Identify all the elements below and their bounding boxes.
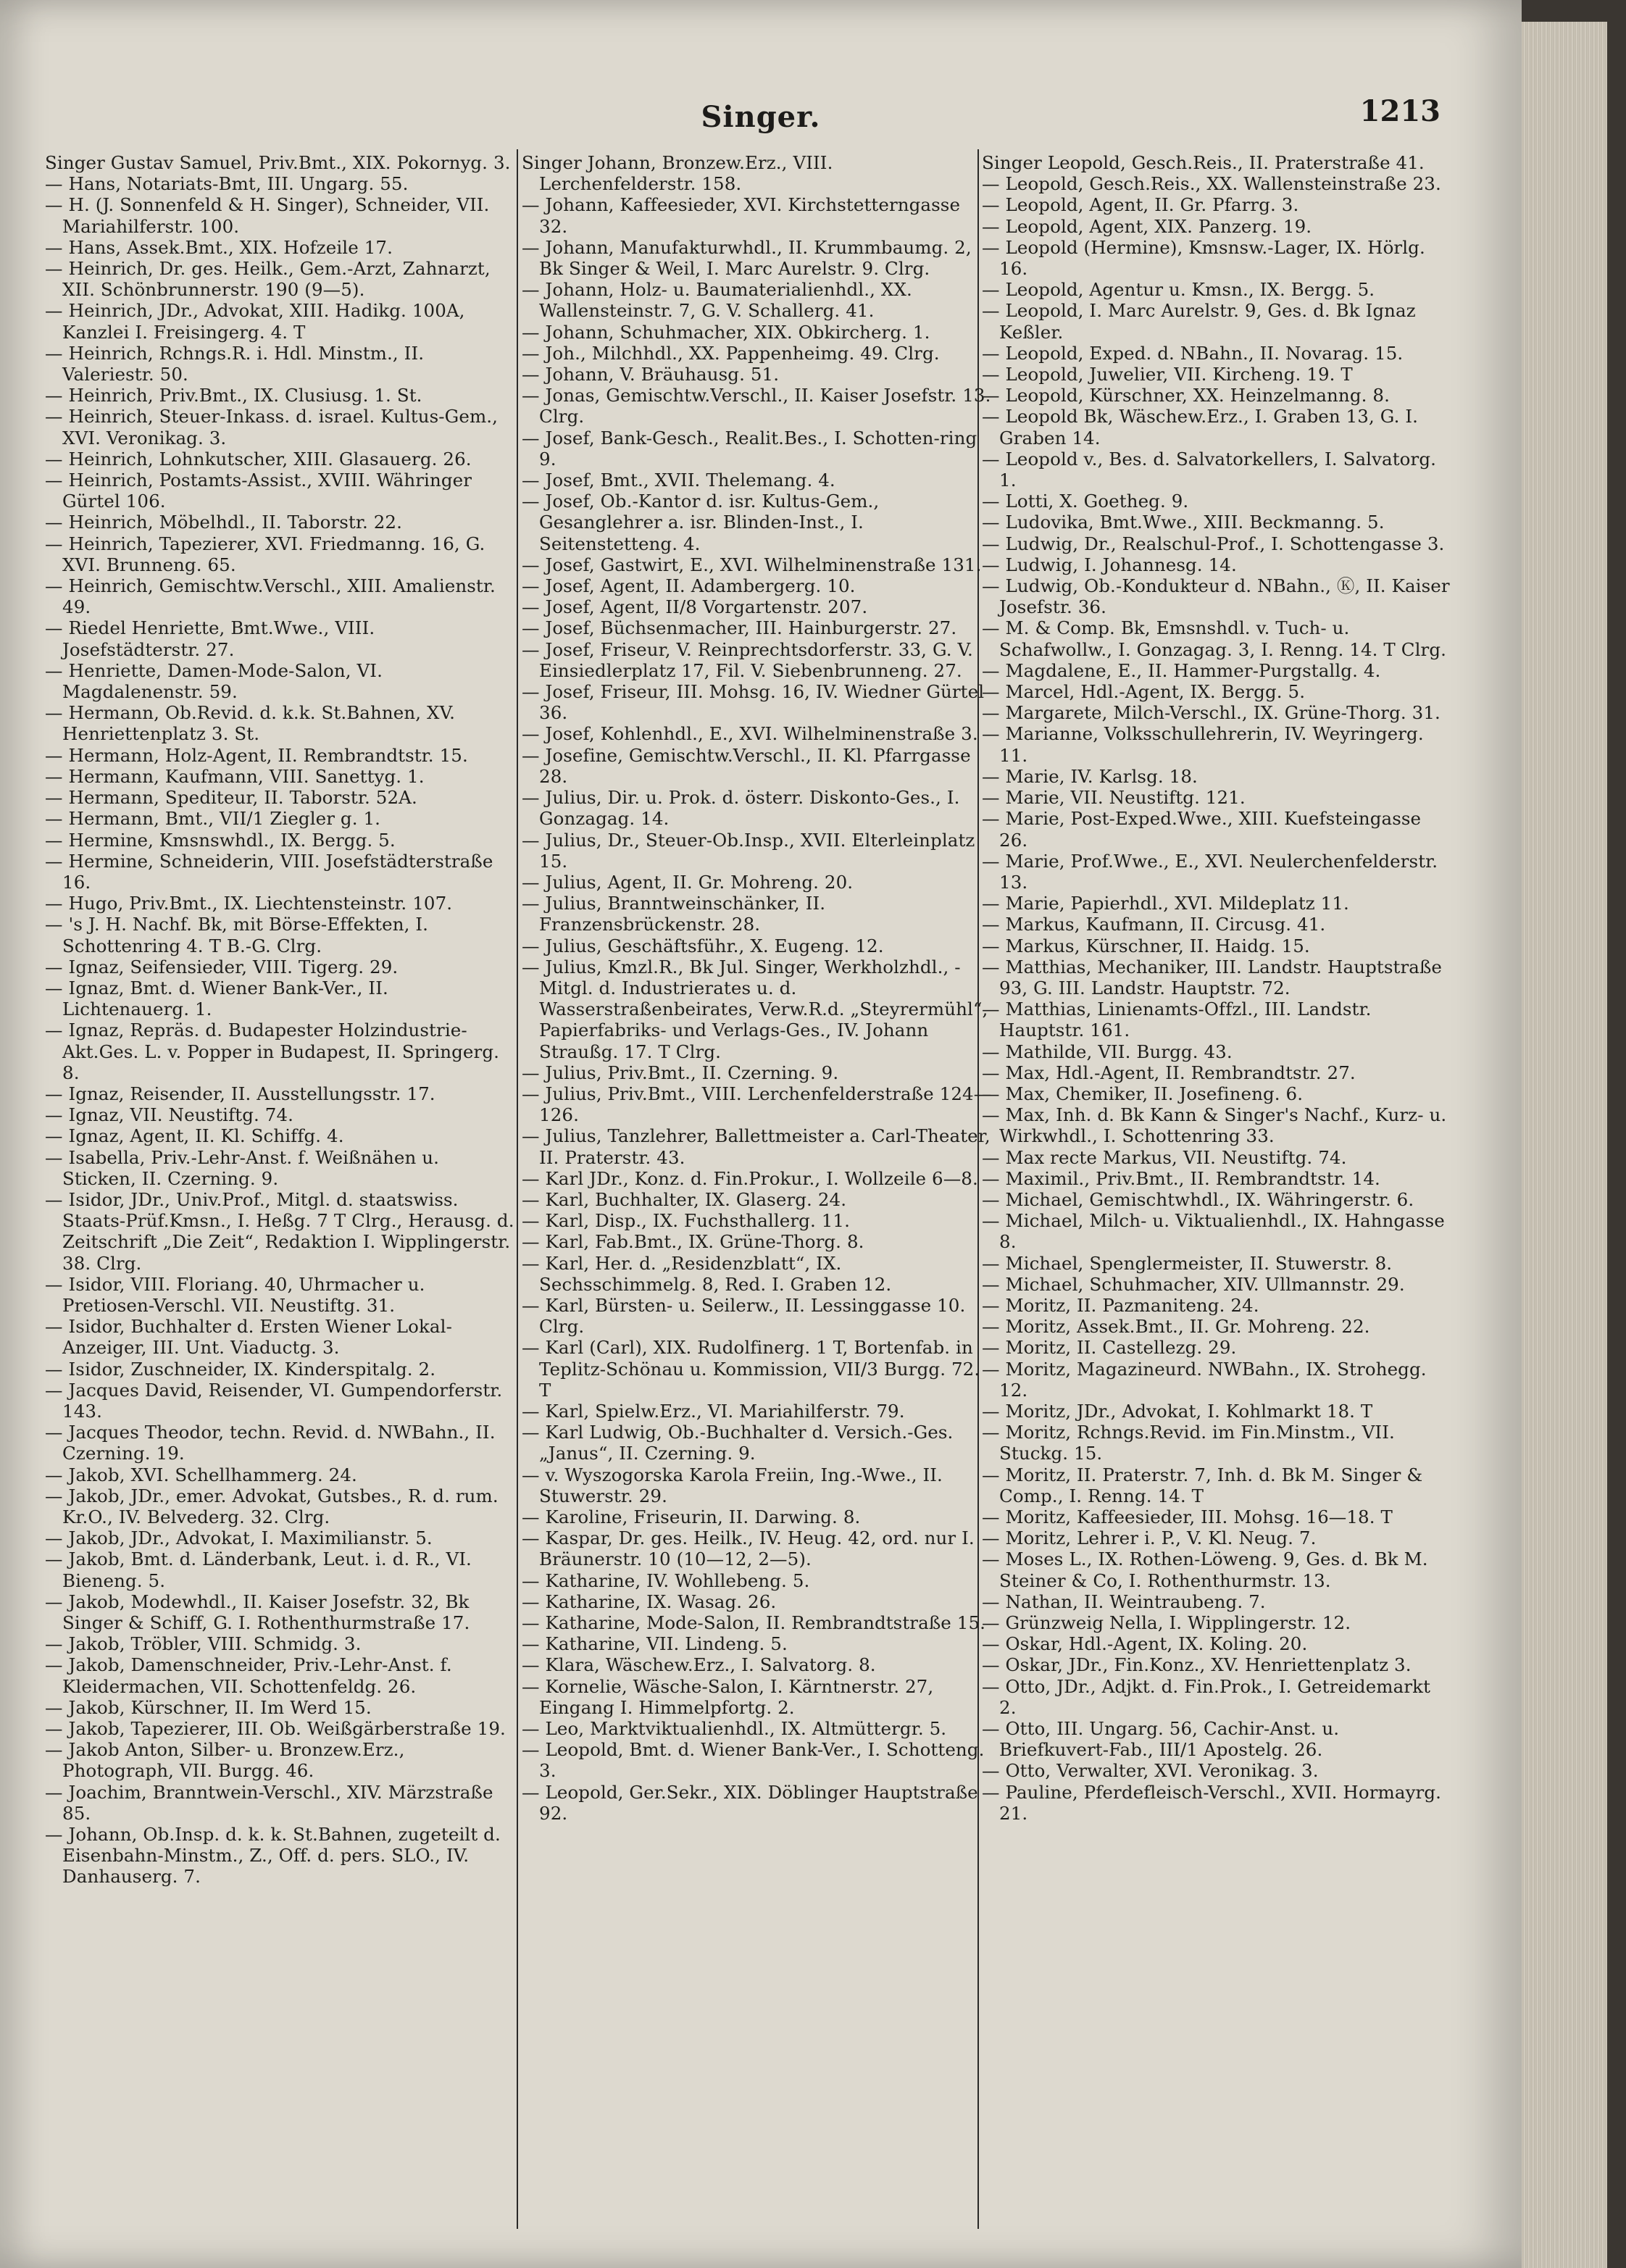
directory-entry: — Heinrich, Dr. ges. Heilk., Gem.-Arzt, Zahnarzt, XII. Schönbrunnerstr. 190 (9—5). — [45, 258, 491, 301]
directory-entry: — Lotti, X. Goetheg. 9. — [982, 491, 1189, 512]
directory-entry: — Isidor, VIII. Floriang. 40, Uhrmacher u. Pretiosen-Verschl. VII. Neustiftg. 31. — [45, 1273, 425, 1316]
directory-entry: — Ludwig, Ob.-Kondukteur d. NBahn., Ⓚ, II. Kaiser Josefstr. 36. — [982, 575, 1450, 618]
directory-entry: — Jacques Theodor, techn. Revid. d. NWBahn., II. Czerning. 19. — [45, 1422, 496, 1464]
directory-entry: — Marie, Papierhdl., XVI. Mildeplatz 11. — [982, 893, 1349, 914]
directory-entry: — Karl, Fab.Bmt., IX. Grüne-Thorg. 8. — [522, 1231, 864, 1253]
directory-entry: — Joh., Milchhdl., XX. Pappenheimg. 49. Clrg. — [522, 342, 940, 364]
directory-entry: — Oskar, JDr., Fin.Konz., XV. Henriettenplatz 3. — [982, 1654, 1412, 1676]
directory-entry: — Karl (Carl), XIX. Rudolfinerg. 1 T, Bortenfab. in Teplitz-Schönau u. Kommission, VII/3 Burgg. 72. T — [522, 1337, 980, 1401]
directory-entry: — Oskar, Hdl.-Agent, IX. Koling. 20. — [982, 1633, 1308, 1655]
directory-entry: — Karl JDr., Konz. d. Fin.Prokur., I. Wollzeile 6—8. — [522, 1167, 978, 1189]
directory-column-1 — [45, 152, 516, 2254]
directory-entry: — Katharine, IX. Wasag. 26. — [522, 1590, 777, 1612]
directory-entry: — M. & Comp. Bk, Emsnshdl. v. Tuch- u. Schafwollw., I. Gonzagag. 3, I. Renng. 14. T Clrg. — [982, 617, 1447, 660]
directory-entry: — Julius, Geschäftsführ., X. Eugeng. 12. — [522, 935, 884, 956]
directory-entry: — Max recte Markus, VII. Neustiftg. 74. — [982, 1146, 1347, 1168]
directory-entry: — Leopold, Agent, XIX. Panzerg. 19. — [982, 215, 1312, 237]
directory-entry: — Ignaz, Repräs. d. Budapester Holzindustrie-Akt.Ges. L. v. Popper in Budapest, II. Springerg. 8. — [45, 1020, 499, 1083]
directory-entry: — Julius, Agent, II. Gr. Mohreng. 20. — [522, 871, 854, 893]
directory-entry: Singer Gustav Samuel, Priv.Bmt., XIX. Pokornyg. 3. — [45, 152, 511, 173]
directory-entry: — Kornelie, Wäsche-Salon, I. Kärntnerstr. 27, Eingang I. Himmelpfortg. 2. — [522, 1675, 934, 1718]
directory-entry: — v. Wyszogorska Karola Freiin, Ing.-Wwe., II. Stuwerstr. 29. — [522, 1464, 943, 1506]
directory-entry: — Heinrich, Steuer-Inkass. d. israel. Kultus-Gem., XVI. Veronikag. 3. — [45, 406, 499, 449]
directory-entry: Singer Leopold, Gesch.Reis., II. Praterstraße 41. — [982, 152, 1425, 173]
directory-entry: — Matthias, Linienamts-Offzl., III. Landstr. Hauptstr. 161. — [982, 998, 1372, 1041]
directory-entry: — Jakob, Kürschner, II. Im Werd 15. — [45, 1696, 372, 1718]
directory-entry: — Jonas, Gemischtw.Verschl., II. Kaiser Josefstr. 13. Clrg. — [522, 385, 991, 428]
directory-entry: — Heinrich, Priv.Bmt., IX. Clusiusg. 1. St. — [45, 385, 422, 407]
directory-entry: — Michael, Gemischtwhdl., IX. Währingerstr. 6. — [982, 1188, 1414, 1210]
directory-entry: — Max, Chemiker, II. Josefineng. 6. — [982, 1083, 1304, 1104]
directory-entry: — Nathan, II. Weintraubeng. 7. — [982, 1590, 1266, 1612]
directory-entry: — Johann, Ob.Insp. d. k. k. St.Bahnen, zugeteilt d. Eisenbahn-Minstm., Z., Off. d. pers. SLO., IV. Danhauserg. 7. — [45, 1824, 501, 1888]
directory-entry: — Katharine, VII. Lindeng. 5. — [522, 1633, 788, 1655]
directory-entry: — Grünzweig Nella, I. Wipplingerstr. 12. — [982, 1612, 1351, 1634]
directory-entry: — Leopold, Ger.Sekr., XIX. Döblinger Hauptstraße 92. — [522, 1781, 978, 1824]
directory-entry: — Karl Ludwig, Ob.-Buchhalter d. Versich.-Ges. „Janus“, II. Czerning. 9. — [522, 1422, 954, 1464]
directory-entry: — Moritz, JDr., Advokat, I. Kohlmarkt 18. T — [982, 1400, 1373, 1422]
directory-entry: — Johann, Kaffeesieder, XVI. Kirchstetterngasse 32. — [522, 194, 961, 237]
directory-entry: — Josef, Bmt., XVII. Thelemang. 4. — [522, 470, 835, 491]
directory-entry: — Max, Hdl.-Agent, II. Rembrandtstr. 27. — [982, 1062, 1356, 1083]
directory-entry: — Josef, Agent, II. Adambergerg. 10. — [522, 575, 856, 597]
directory-entry: — H. (J. Sonnenfeld & H. Singer), Schneider, VII. Mariahilferstr. 100. — [45, 194, 490, 237]
directory-entry: — Ignaz, Bmt. d. Wiener Bank-Ver., II. Lichtenauerg. 1. — [45, 977, 388, 1020]
directory-entry: — Hans, Notariats-Bmt, III. Ungarg. 55. — [45, 173, 409, 195]
directory-entry: — Isidor, Buchhalter d. Ersten Wiener Lokal-Anzeiger, III. Unt. Viaductg. 3. — [45, 1316, 452, 1359]
directory-entry: — Mathilde, VII. Burgg. 43. — [982, 1041, 1233, 1062]
directory-entry: — Marie, Post-Exped.Wwe., XIII. Kuefsteingasse 26. — [982, 808, 1422, 851]
directory-entry: — Ludwig, I. Johannesg. 14. — [982, 554, 1237, 575]
directory-entry: — Julius, Priv.Bmt., VIII. Lerchenfelderstraße 124—126. — [522, 1083, 992, 1126]
directory-entry: — Moritz, II. Pazmaniteng. 24. — [982, 1294, 1259, 1316]
directory-entry: — Karl, Spielw.Erz., VI. Mariahilferstr. 79. — [522, 1400, 905, 1422]
directory-entry: — Josef, Friseur, V. Reinprechtsdorferstr. 33, G. V. Einsiedlerplatz 17, Fil. V. Siebenbrunneng. 27. — [522, 638, 973, 681]
directory-entry: Singer Johann, Bronzew.Erz., VIII. Lerchenfelderstr. 158. — [522, 152, 833, 195]
directory-entry: — Josefine, Gemischtw.Verschl., II. Kl. Pfarrgasse 28. — [522, 744, 971, 787]
directory-column-3 — [982, 152, 1453, 2254]
directory-entry: — Jakob, JDr., emer. Advokat, Gutsbes., R. d. rum. Kr.O., IV. Belvederg. 32. Clrg. — [45, 1485, 499, 1527]
directory-entry: — Magdalene, E., II. Hammer-Purgstallg. 4. — [982, 659, 1381, 681]
directory-entry: — Josef, Agent, II/8 Vorgartenstr. 207. — [522, 596, 868, 618]
directory-entry: — Johann, V. Bräuhausg. 51. — [522, 364, 780, 385]
directory-entry: — Ignaz, Seifensieder, VIII. Tigerg. 29. — [45, 956, 399, 977]
directory-entry: — Katharine, IV. Wohllebeng. 5. — [522, 1569, 810, 1591]
page-number: 1213 — [1359, 94, 1441, 128]
directory-entry: — Leopold, Agent, II. Gr. Pfarrg. 3. — [982, 194, 1299, 216]
directory-entry: — Marianne, Volksschullehrerin, IV. Weyringerg. 11. — [982, 723, 1424, 766]
directory-entry: — Matthias, Mechaniker, III. Landstr. Hauptstraße 93, G. III. Landstr. Hauptstr. 72. — [982, 956, 1443, 998]
directory-entry: — Julius, Dr., Steuer-Ob.Insp., XVII. Elterleinplatz 15. — [522, 829, 975, 872]
directory-entry: — Henriette, Damen-Mode-Salon, VI. Magdalenenstr. 59. — [45, 659, 383, 703]
directory-entry: — Max, Inh. d. Bk Kann & Singer's Nachf., Kurz- u. Wirkwhdl., I. Schottenring 33. — [982, 1104, 1447, 1147]
directory-entry: — Moritz, Rchngs.Revid. im Fin.Minstm., VII. Stuckg. 15. — [982, 1422, 1395, 1464]
directory-entry: — Heinrich, Rchngs.R. i. Hdl. Minstm., II. Valeriestr. 50. — [45, 342, 425, 385]
directory-entry: — Josef, Büchsenmacher, III. Hainburgerstr. 27. — [522, 617, 957, 639]
directory-entry: — Michael, Spenglermeister, II. Stuwerstr. 8. — [982, 1252, 1393, 1274]
directory-entry: — Margarete, Milch-Verschl., IX. Grüne-Thorg. 31. — [982, 702, 1441, 724]
directory-entry: — Hugo, Priv.Bmt., IX. Liechtensteinstr. 107. — [45, 893, 453, 914]
directory-entry: — Jacques David, Reisender, VI. Gumpendorferstr. 143. — [45, 1379, 503, 1422]
directory-entry: — Leopold, Gesch.Reis., XX. Wallensteinstraße 23. — [982, 173, 1441, 195]
directory-entry: — Markus, Kürschner, II. Haidg. 15. — [982, 935, 1310, 956]
directory-entry: — Leo, Marktviktualienhdl., IX. Altmüttergr. 5. — [522, 1718, 947, 1740]
directory-entry: — Leopold, I. Marc Aurelstr. 9, Ges. d. Bk Ignaz Keßler. — [982, 300, 1416, 343]
directory-entry: — 's J. H. Nachf. Bk, mit Börse-Effekten, I. Schottenring 4. T B.-G. Clrg. — [45, 914, 429, 956]
directory-entry: — Marie, Prof.Wwe., E., XVI. Neulerchenfelderstr. 13. — [982, 850, 1438, 893]
directory-entry: — Heinrich, Gemischtw.Verschl., XIII. Amalienstr. 49. — [45, 575, 496, 618]
directory-entry: — Karoline, Friseurin, II. Darwing. 8. — [522, 1506, 861, 1527]
directory-entry: — Michael, Milch- u. Viktualienhdl., IX. Hahngasse 8. — [982, 1210, 1445, 1253]
directory-entry: — Julius, Dir. u. Prok. d. österr. Diskonto-Ges., I. Gonzagag. 14. — [522, 787, 960, 830]
directory-entry: — Marie, VII. Neustiftg. 121. — [982, 787, 1246, 809]
directory-entry: — Moses L., IX. Rothen-Löweng. 9, Ges. d. Bk M. Steiner & Co, I. Rothenthurmstr. 13. — [982, 1548, 1428, 1591]
directory-entry: — Jakob Anton, Silber- u. Bronzew.Erz., Photograph, VII. Burgg. 46. — [45, 1739, 405, 1782]
directory-entry: — Katharine, Mode-Salon, II. Rembrandtstraße 15. — [522, 1612, 986, 1634]
directory-entry: — Jakob, Bmt. d. Länderbank, Leut. i. d. R., VI. Bieneng. 5. — [45, 1548, 472, 1591]
directory-entry: — Riedel Henriette, Bmt.Wwe., VIII. Josefstädterstr. 27. — [45, 617, 375, 660]
directory-entry: — Isabella, Priv.-Lehr-Anst. f. Weißnähen u. Sticken, II. Czerning. 9. — [45, 1146, 440, 1189]
directory-entry: — Markus, Kaufmann, II. Circusg. 41. — [982, 914, 1326, 935]
directory-entry: — Isidor, JDr., Univ.Prof., Mitgl. d. staatswiss. Staats-Prüf.Kmsn., I. Heßg. 7 T Clrg., Herausg. d. Zeitschrift „Die Zeit“, Redaktion I. Wipplingerstr. 38. Clrg. — [45, 1188, 514, 1274]
directory-column-2 — [522, 152, 993, 2254]
directory-entry: — Marie, IV. Karlsg. 18. — [982, 765, 1198, 787]
directory-entry: — Karl, Her. d. „Residenzblatt“, IX. Sechsschimmelg. 8, Red. I. Graben 12. — [522, 1252, 892, 1295]
directory-entry: — Leopold v., Bes. d. Salvatorkellers, I. Salvatorg. 1. — [982, 448, 1437, 491]
directory-entry: — Moritz, II. Praterstr. 7, Inh. d. Bk M. Singer & Comp., I. Renng. 14. T — [982, 1464, 1423, 1506]
directory-entry: — Ignaz, VII. Neustiftg. 74. — [45, 1104, 294, 1126]
directory-entry: — Hermann, Holz-Agent, II. Rembrandtstr. 15. — [45, 744, 468, 766]
directory-entry: — Moritz, Assek.Bmt., II. Gr. Mohreng. 22. — [982, 1316, 1370, 1338]
directory-entry: — Heinrich, Postamts-Assist., XVIII. Währinger Gürtel 106. — [45, 470, 472, 512]
directory-entry: — Josef, Ob.-Kantor d. isr. Kultus-Gem., Gesanglehrer a. isr. Blinden-Inst., I. Seitenstetteng. 4. — [522, 491, 880, 554]
directory-entry: — Jakob, Tapezierer, III. Ob. Weißgärberstraße 19. — [45, 1718, 506, 1740]
directory-entry: — Jakob, Tröbler, VIII. Schmidg. 3. — [45, 1633, 362, 1655]
directory-entry: — Julius, Branntweinschänker, II. Franzensbrückenstr. 28. — [522, 893, 826, 935]
directory-entry: — Moritz, Magazineurd. NWBahn., IX. Strohegg. 12. — [982, 1358, 1427, 1401]
directory-entry: — Hermann, Kaufmann, VIII. Sanettyg. 1. — [45, 765, 425, 787]
directory-entry: — Hans, Assek.Bmt., XIX. Hofzeile 17. — [45, 236, 393, 258]
directory-entry: — Michael, Schuhmacher, XIV. Ullmannstr. 29. — [982, 1273, 1405, 1295]
directory-entry: — Moritz, II. Castellezg. 29. — [982, 1337, 1237, 1359]
directory-entry: — Ludwig, Dr., Realschul-Prof., I. Schottengasse 3. — [982, 533, 1445, 554]
column-divider — [517, 149, 518, 2229]
directory-entry: — Heinrich, JDr., Advokat, XIII. Hadikg. 100A, Kanzlei I. Freisingerg. 4. T — [45, 300, 465, 343]
directory-entry: — Leopold, Agentur u. Kmsn., IX. Bergg. 5. — [982, 279, 1375, 301]
directory-entry: — Ludovika, Bmt.Wwe., XIII. Beckmanng. 5. — [982, 512, 1385, 533]
directory-entry: — Jakob, XVI. Schellhammerg. 24. — [45, 1464, 357, 1485]
directory-entry: — Joachim, Branntwein-Verschl., XIV. Märzstraße 85. — [45, 1781, 493, 1824]
directory-entry: — Julius, Kmzl.R., Bk Jul. Singer, Werkholzhdl., -Mitgl. d. Industrierates u. d. Wasserstraßenbeirates, Verw.R.d. „Steyrermühl“, Papierfabriks- und Verlags-Ges., IV. Johann Straußg. 17. T Clrg. — [522, 956, 988, 1062]
directory-entry: — Leopold (Hermine), Kmsnsw.-Lager, IX. Hörlg. 16. — [982, 236, 1425, 280]
directory-entry: — Hermann, Ob.Revid. d. k.k. St.Bahnen, XV. Henriettenplatz 3. St. — [45, 702, 455, 745]
directory-entry: — Otto, III. Ungarg. 56, Cachir-Anst. u. Briefkuvert-Fab., III/1 Apostelg. 26. — [982, 1718, 1340, 1761]
directory-entry: — Josef, Kohlenhdl., E., XVI. Wilhelminenstraße 3. — [522, 723, 978, 745]
directory-entry: — Marcel, Hdl.-Agent, IX. Bergg. 5. — [982, 681, 1306, 703]
directory-entry: — Karl, Disp., IX. Fuchsthallerg. 11. — [522, 1210, 851, 1232]
page-edge — [1522, 22, 1607, 2268]
directory-entry: — Moritz, Kaffeesieder, III. Mohsg. 16—18. T — [982, 1506, 1393, 1527]
directory-entry: — Josef, Bank-Gesch., Realit.Bes., I. Schotten-ring 9. — [522, 427, 977, 470]
directory-entry: — Jakob, Modewhdl., II. Kaiser Josefstr. 32, Bk Singer & Schiff, G. I. Rothenthurmstraße 17. — [45, 1590, 470, 1634]
directory-entry: — Leopold, Exped. d. NBahn., II. Novarag. 15. — [982, 342, 1404, 364]
directory-entry: — Ignaz, Reisender, II. Ausstellungsstr. 17. — [45, 1083, 435, 1104]
directory-entry: — Hermine, Schneiderin, VIII. Josefstädterstraße 16. — [45, 850, 493, 893]
directory-entry: — Leopold, Kürschner, XX. Heinzelmanng. 8. — [982, 385, 1390, 407]
directory-entry: — Josef, Gastwirt, E., XVI. Wilhelminenstraße 131. — [522, 554, 982, 575]
directory-entry: — Pauline, Pferdefleisch-Verschl., XVII. Hormayrg. 21. — [982, 1781, 1442, 1824]
directory-entry: — Hermann, Spediteur, II. Taborstr. 52A. — [45, 787, 417, 809]
directory-entry: — Hermann, Bmt., VII/1 Ziegler g. 1. — [45, 808, 381, 830]
directory-entry: — Josef, Friseur, III. Mohsg. 16, IV. Wiedner Gürtel 36. — [522, 681, 985, 724]
directory-entry: — Klara, Wäschew.Erz., I. Salvatorg. 8. — [522, 1654, 876, 1676]
directory-entry: — Johann, Schuhmacher, XIX. Obkircherg. 1. — [522, 321, 930, 343]
directory-entry: — Heinrich, Möbelhdl., II. Taborstr. 22. — [45, 512, 403, 533]
directory-entry: — Maximil., Priv.Bmt., II. Rembrandtstr. 14. — [982, 1167, 1380, 1189]
directory-entry: — Jakob, Damenschneider, Priv.-Lehr-Anst. f. Kleidermachen, VII. Schottenfeldg. 26. — [45, 1654, 452, 1697]
directory-entry: — Johann, Holz- u. Baumaterialienhdl., XX. Wallensteinstr. 7, G. V. Schallerg. 41. — [522, 279, 912, 322]
directory-entry: — Julius, Tanzlehrer, Ballettmeister a. Carl-Theater, II. Praterstr. 43. — [522, 1125, 991, 1168]
directory-entry: — Jakob, JDr., Advokat, I. Maximilianstr. 5. — [45, 1527, 433, 1549]
directory-entry: — Kaspar, Dr. ges. Heilk., IV. Heug. 42, ord. nur I. Bräunerstr. 10 (10—12, 2—5). — [522, 1527, 975, 1570]
directory-entry: — Otto, JDr., Adjkt. d. Fin.Prok., I. Getreidemarkt 2. — [982, 1675, 1431, 1718]
directory-entry: — Moritz, Lehrer i. P., V. Kl. Neug. 7. — [982, 1527, 1317, 1549]
directory-entry: — Julius, Priv.Bmt., II. Czerning. 9. — [522, 1062, 839, 1083]
directory-entry: — Johann, Manufakturwhdl., II. Krummbaumg. 2, Bk Singer & Weil, I. Marc Aurelstr. 9. Clrg. — [522, 236, 972, 280]
directory-entry: — Leopold Bk, Wäschew.Erz., I. Graben 13, G. I. Graben 14. — [982, 406, 1419, 449]
directory-entry: — Heinrich, Tapezierer, XVI. Friedmanng. 16, G. XVI. Brunneng. 65. — [45, 533, 485, 575]
directory-entry: — Otto, Verwalter, XVI. Veronikag. 3. — [982, 1760, 1319, 1782]
directory-entry: — Isidor, Zuschneider, IX. Kinderspitalg. 2. — [45, 1358, 436, 1380]
directory-entry: — Leopold, Bmt. d. Wiener Bank-Ver., I. Schotteng. 3. — [522, 1739, 985, 1782]
directory-entry: — Karl, Buchhalter, IX. Glaserg. 24. — [522, 1188, 847, 1210]
directory-entry: — Hermine, Kmsnswhdl., IX. Bergg. 5. — [45, 829, 396, 851]
directory-entry: — Karl, Bürsten- u. Seilerw., II. Lessinggasse 10. Clrg. — [522, 1294, 966, 1338]
directory-entry: — Ignaz, Agent, II. Kl. Schiffg. 4. — [45, 1125, 344, 1147]
directory-entry: — Heinrich, Lohnkutscher, XIII. Glasauerg. 26. — [45, 448, 472, 470]
directory-entry: — Leopold, Juwelier, VII. Kircheng. 19. T — [982, 364, 1353, 385]
page-title: Singer. — [701, 100, 821, 134]
